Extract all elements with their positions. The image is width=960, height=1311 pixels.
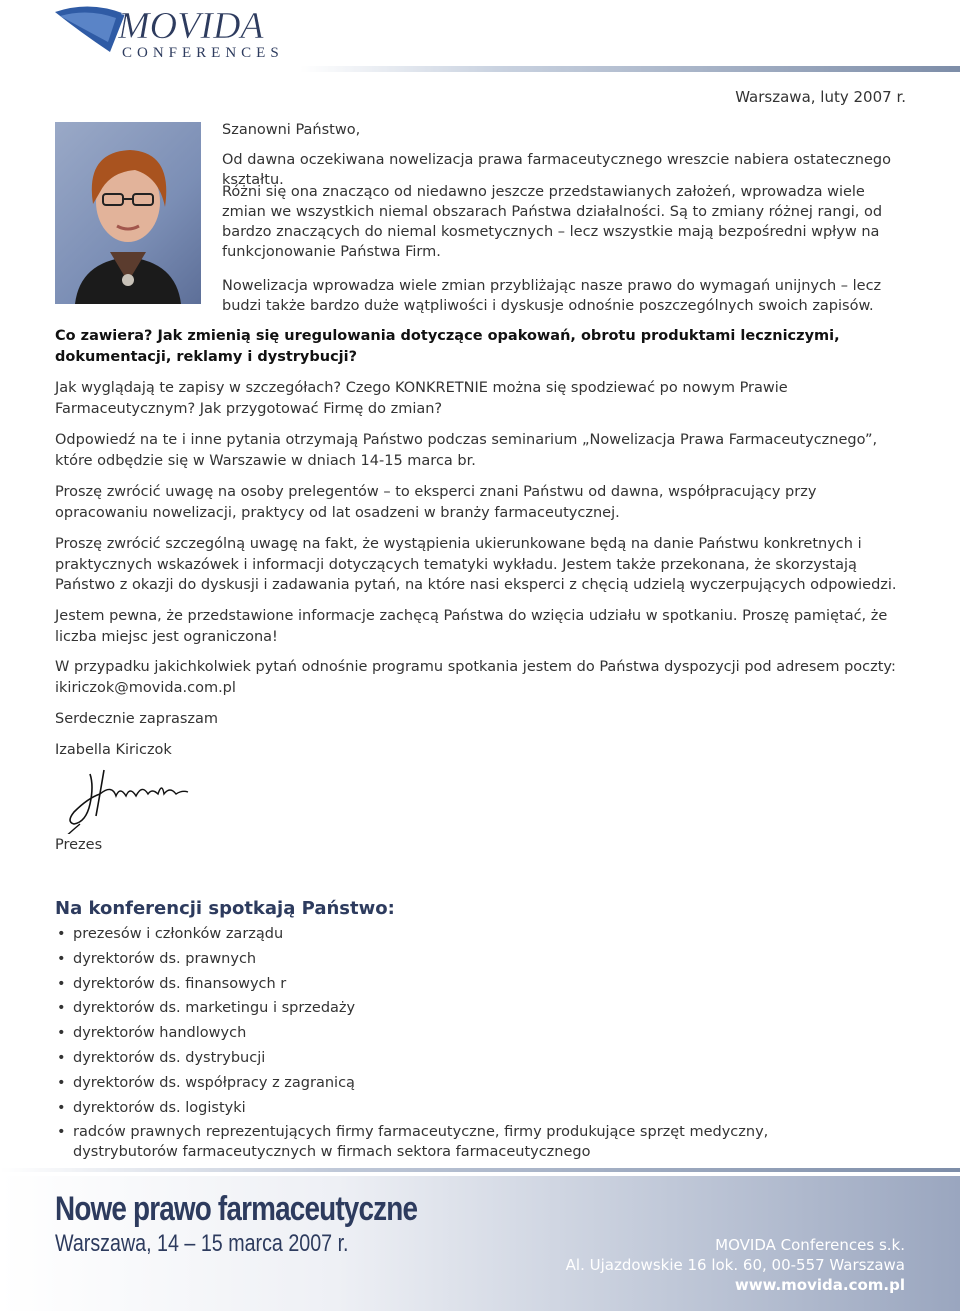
list-item: • dyrektorów ds. finansowych r xyxy=(55,974,875,994)
company-address: Al. Ujazdowskie 16 lok. 60, 00-557 Warszawa xyxy=(565,1256,905,1274)
intro-paragraph-2: Różni się ona znacząco od niedawno jeszcze przedstawianych założeń, wprowadza wiele zmian we wszystkich niemal obszarach Państwa działalności. Są to zmiany różnej rangi, od bardzo znaczących do niemal kosmetycznych – lecz wszystkie mają bezpośredni wpływ na funkcjonowanie Państwa Firm. xyxy=(222,184,883,260)
closing: Serdecznie zapraszam xyxy=(55,711,219,727)
company-website[interactable]: www.movida.com.pl xyxy=(734,1276,905,1294)
footer-divider xyxy=(0,1168,960,1172)
movida-logo xyxy=(50,2,320,64)
intro-paragraph-3: Nowelizacja wprowadza wiele zmian przybliżając nasze prawo do wymagań unijnych – lecz budzi także bardzo duże wątpliwości i dyskusje odnośnie poszczególnych swoich zapisów. xyxy=(222,278,882,314)
body-paragraph-3: Proszę zwrócić uwagę na osoby prelegentów – to eksperci znani Państwu od dawna, współpracujący przy opracowaniu nowelizacji, praktycy od lat osadzeni w branży farmaceutycznej. xyxy=(55,484,817,521)
list-item: • dyrektorów ds. logistyki xyxy=(55,1098,875,1118)
audience-title: Na konferencji spotkają Państwo: xyxy=(55,898,395,919)
logo-text: MOVIDA xyxy=(118,5,264,47)
greeting: Szanowni Państwo, xyxy=(222,122,361,138)
letter-date: Warszawa, luty 2007 r. xyxy=(735,88,906,106)
list-item: • dyrektorów handlowych xyxy=(55,1023,875,1043)
question-heading: Co zawiera? Jak zmienią się uregulowania dotyczące opakowań, obrotu produktami leczniczymi, dokumentacji, reklamy i dystrybucji? xyxy=(55,328,840,365)
body-paragraph-2: Odpowiedź na te i inne pytania otrzymają Państwo podczas seminarium „Nowelizacja Prawa Farmaceutycznego”, które odbędzie się w Warszawie w dniach 14-15 marca br. xyxy=(55,432,878,469)
author-photo xyxy=(55,122,201,304)
body-paragraph-1: Jak wyglądają te zapisy w szczegółach? Czego KONKRETNIE można się spodziewać po nowym Prawie Farmaceutycznym? Jak przygotować Firmę do zmian? xyxy=(55,380,788,417)
list-item: • prezesów i członków zarządu xyxy=(55,924,875,944)
list-item: • dyrektorów ds. dystrybucji xyxy=(55,1048,875,1068)
list-item: • dyrektorów ds. współpracy z zagranicą xyxy=(55,1073,875,1093)
company-name: MOVIDA Conferences s.k. xyxy=(715,1236,905,1254)
body-paragraph-5: Jestem pewna, że przedstawione informacje zachęcą Państwa do wzięcia udziału w spotkaniu. Proszę pamiętać, że liczba miejsc jest ograniczona! xyxy=(55,608,888,645)
body-paragraph-4: Proszę zwrócić szczególną uwagę na fakt, że wystąpienia ukierunkowane będą na danie Państwu konkretnych i praktycznych wskazówek i informacji dotyczących tematyki wykładu. Jestem także przekonana, że skorzystają Państwo z okazji do dyskusji i zadawania pytań, na które nasi eksperci z chęcią udzielą wyczerpujących odpowiedzi. xyxy=(55,536,897,593)
intro-paragraph-1: Od dawna oczekiwana nowelizacja prawa farmaceutycznego wreszcie nabiera ostatecznego kształtu. xyxy=(222,152,891,188)
header-divider xyxy=(300,66,960,72)
event-title: Nowe prawo farmaceutyczne xyxy=(55,1190,418,1228)
list-item: • dyrektorów ds. prawnych xyxy=(55,949,875,969)
list-item: • dyrektorów ds. marketingu i sprzedaży xyxy=(55,998,875,1018)
audience-list xyxy=(55,924,875,1167)
signer-name: Izabella Kiriczok xyxy=(55,742,172,758)
list-item: • radców prawnych reprezentujących firmy farmaceutyczne, firmy produkujące sprzęt medyczny, dystrybutorów farmaceutycznych w firmach sektora farmaceutycznego xyxy=(55,1122,875,1162)
logo-subtext: CONFERENCES xyxy=(122,45,284,61)
signature xyxy=(60,764,200,834)
body-paragraph-6: W przypadku jakichkolwiek pytań odnośnie programu spotkania jestem do Państwa dyspozycji pod adresem poczty: ikiriczok@movida.com.pl xyxy=(55,659,896,696)
event-date: Warszawa, 14 – 15 marca 2007 r. xyxy=(55,1230,349,1257)
signer-title: Prezes xyxy=(55,837,103,853)
